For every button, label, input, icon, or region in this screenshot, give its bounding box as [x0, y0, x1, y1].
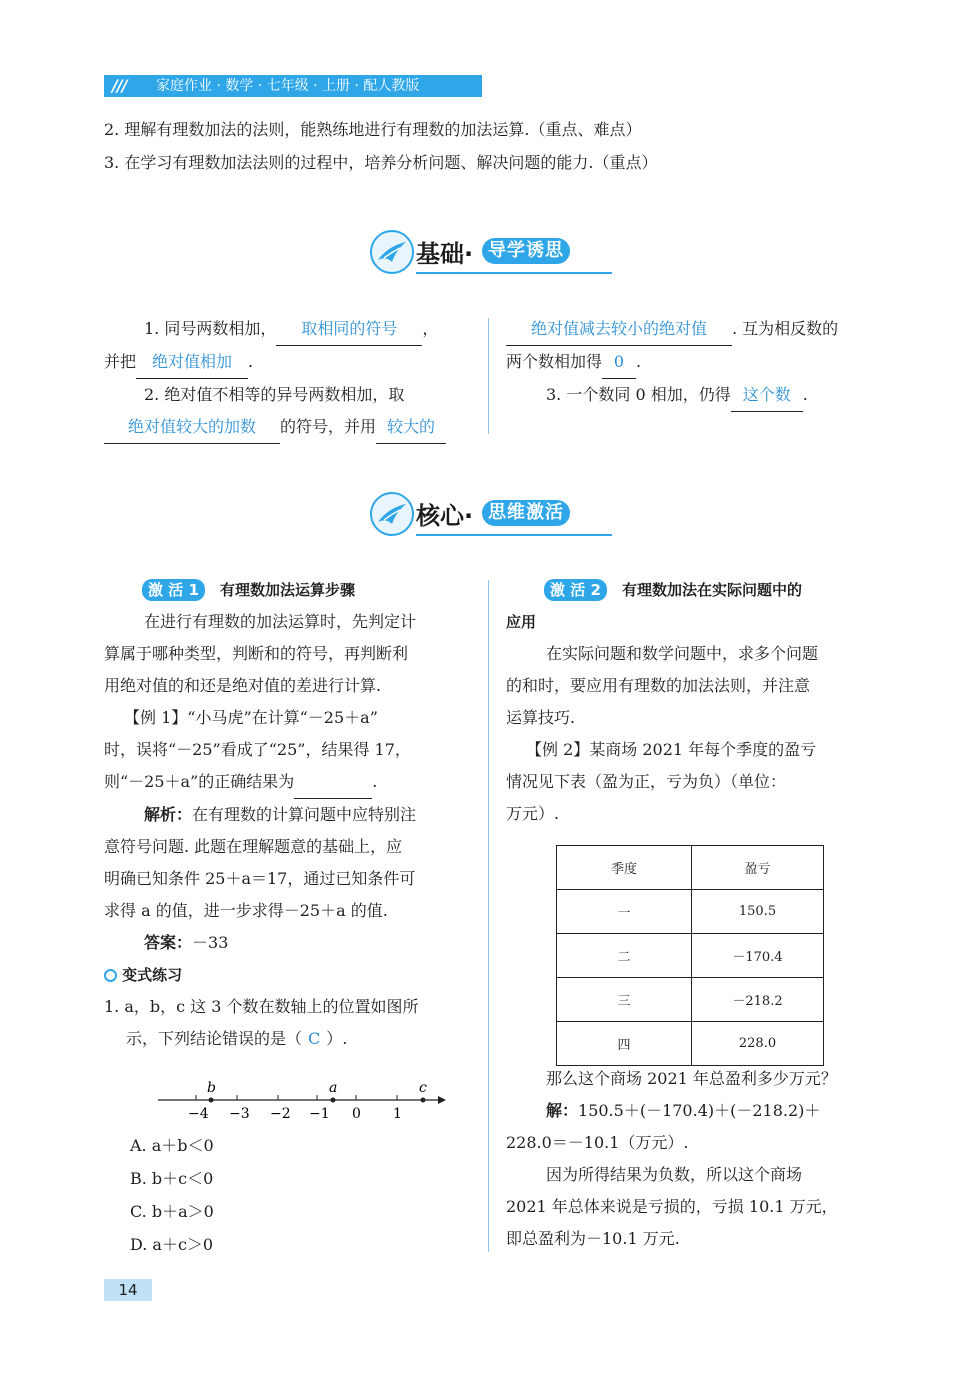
tick-label: −1: [309, 1106, 330, 1122]
section-title-core: [370, 490, 620, 542]
number-line: [150, 1078, 460, 1122]
blank-q2-1: 绝对值较大的加数: [104, 411, 280, 444]
conclusion-line: 2021 年总体来说是亏损的，亏损 10.1 万元，: [506, 1197, 838, 1216]
example1-blank: [294, 766, 372, 799]
bird-logo-icon: [370, 492, 414, 536]
conclusion-line: 因为所得结果为负数，所以这个商场: [546, 1165, 803, 1184]
option-d: D. a＋c＞0: [130, 1235, 214, 1254]
table-cell: 228.0: [692, 1022, 824, 1066]
point-b: [209, 1098, 214, 1103]
conclusion-line: 即总盈利为－10.1 万元.: [506, 1229, 680, 1248]
basics-q2-line4: 两个数相加得 0 .: [506, 346, 876, 379]
point-a: [331, 1098, 336, 1103]
basics-q2-line2: 绝对值较大的加数 的符号，并用 较大的: [104, 411, 474, 444]
arrow-right-icon: [438, 1096, 446, 1104]
core-right-column: [506, 574, 878, 830]
analysis-line: 求得 a 的值，进一步求得－25＋a 的值.: [104, 901, 388, 920]
solution-line: 解：150.5＋(－170.4)＋(－218.2)＋: [546, 1101, 821, 1120]
example1-line: 则“－25＋a”的正确结果为 .: [104, 766, 476, 799]
point-label: b: [207, 1080, 216, 1096]
activity2-heading: 激 活 2 有理数加法在实际问题中的: [506, 574, 878, 606]
tick-label: 1: [393, 1106, 402, 1122]
answer-line: 答案：－33: [144, 933, 229, 952]
blank-q1-1: 取相同的符号: [276, 313, 422, 346]
question-line: 那么这个商场 2021 年总盈利多少万元？: [546, 1069, 837, 1088]
basics-right-column: [506, 313, 876, 412]
table-row: [557, 978, 824, 1022]
activity2-heading-cont: 应用: [506, 613, 537, 631]
intro-line: 运算技巧.: [506, 708, 576, 727]
section-underline: [416, 272, 612, 274]
analysis-line: 意符号问题. 此题在理解题意的基础上，应: [104, 837, 403, 856]
blank-q3: 这个数: [731, 379, 803, 412]
solution-line: 228.0＝－10.1（万元）.: [506, 1133, 689, 1152]
point-label: c: [419, 1080, 427, 1096]
example1-line: 时，误将“－25”看成了“25”，结果得 17，: [104, 740, 411, 759]
table-header-cell: 盈亏: [692, 846, 824, 890]
table-cell: －170.4: [692, 934, 824, 978]
example1-line: 【例 1】“小马虎”在计算“－25＋a”: [124, 708, 378, 727]
circle-bullet-icon: [104, 969, 117, 982]
intro-line: 在实际问题和数学问题中，求多个问题: [546, 644, 819, 663]
basics-left-column: [104, 313, 474, 444]
analysis-line: 明确已知条件 25＋a＝17，通过已知条件可: [104, 869, 416, 888]
table-row: [557, 890, 824, 934]
blank-q2-3: 绝对值减去较小的绝对值: [506, 313, 732, 346]
table-cell: 一: [557, 890, 692, 934]
activity2-tag: 激 活 2: [544, 579, 607, 601]
practice-heading: 变式练习: [104, 959, 476, 991]
activity1-tag: 激 活 1: [142, 579, 205, 601]
section-title-badge: 思维激活: [482, 500, 570, 526]
objective-3: 3. 在学习有理数加法法则的过程中，培养分析问题、解决问题的能力.（重点）: [104, 153, 658, 172]
profit-table: [556, 845, 824, 1066]
header-slashes: ///: [112, 76, 127, 95]
point-label: a: [329, 1080, 338, 1096]
table-header-cell: 季度: [557, 846, 692, 890]
header-title: 家庭作业 · 数学 · 七年级 · 上册 · 配人教版: [156, 78, 420, 94]
basics-q1-line1: 1. 同号两数相加， 取相同的符号 ，: [104, 313, 474, 346]
option-a: A. a＋b＜0: [130, 1136, 214, 1155]
point-c: [421, 1098, 426, 1103]
blank-q2-2: 较大的: [376, 411, 446, 444]
section-title-basics: [370, 228, 620, 280]
tick-label: −3: [229, 1106, 250, 1122]
section-title-main: 核心·: [416, 502, 474, 530]
section-underline: [416, 534, 612, 536]
practice-q1-line: 示，下列结论错误的是（ C ）.: [126, 1029, 348, 1048]
intro-line: 在进行有理数的加法运算时，先判定计: [144, 612, 417, 631]
basics-q2-line3: 绝对值减去较小的绝对值 . 互为相反数的: [506, 313, 876, 346]
section-title-main: 基础·: [416, 240, 474, 268]
table-row: [557, 934, 824, 978]
column-divider-2: [488, 580, 489, 1252]
basics-q2-line1: 2. 绝对值不相等的异号两数相加，取: [144, 385, 405, 404]
table-header-row: [557, 846, 824, 890]
section-title-badge: 导学诱思: [482, 238, 570, 264]
objective-2: 2. 理解有理数加法的法则，能熟练地进行有理数的加法运算.（重点、难点）: [104, 120, 642, 139]
options-list: [130, 1129, 214, 1261]
example2-line: 万元）.: [506, 804, 560, 823]
bird-logo-icon: [370, 230, 414, 274]
basics-q3: 3. 一个数同 0 相加，仍得 这个数 .: [506, 379, 876, 412]
table-cell: 150.5: [692, 890, 824, 934]
core-left-column: [104, 574, 476, 1055]
option-b: B. b＋c＜0: [130, 1169, 214, 1188]
intro-line: 的和时，要应用有理数的加法法则，并注意: [506, 676, 811, 695]
intro-line: 用绝对值的和还是绝对值的差进行计算.: [104, 676, 382, 695]
column-divider-1: [488, 318, 489, 434]
intro-line: 算属于哪种类型，判断和的符号，再判断利: [104, 644, 409, 663]
analysis-line: 解析：在有理数的计算问题中应特别注: [144, 805, 417, 824]
tick-label: −2: [270, 1106, 291, 1122]
blank-q1-2: 绝对值相加: [136, 346, 248, 379]
practice-q1-line: 1. a，b，c 这 3 个数在数轴上的位置如图所: [104, 997, 419, 1016]
tick-label: −4: [188, 1106, 209, 1122]
table-cell: 四: [557, 1022, 692, 1066]
option-c: C. b＋a＞0: [130, 1202, 214, 1221]
page-number: 14: [104, 1279, 152, 1301]
solution-block: [506, 1063, 878, 1255]
table-cell: 二: [557, 934, 692, 978]
table-cell: －218.2: [692, 978, 824, 1022]
example2-line: 情况见下表（盈为正，亏为负）（单位：: [506, 772, 787, 791]
header-bar: [104, 75, 482, 97]
table-cell: 三: [557, 978, 692, 1022]
example2-line: 【例 2】某商场 2021 年每个季度的盈亏: [526, 740, 817, 759]
blank-q2-4: 0: [602, 346, 636, 379]
table-row: [557, 1022, 824, 1066]
tick-label: 0: [352, 1106, 361, 1122]
basics-q1-line2: 并把 绝对值相加 .: [104, 346, 474, 379]
practice-q1-answer: C: [308, 1029, 321, 1048]
activity1-heading: 激 活 1 有理数加法运算步骤: [104, 574, 476, 606]
